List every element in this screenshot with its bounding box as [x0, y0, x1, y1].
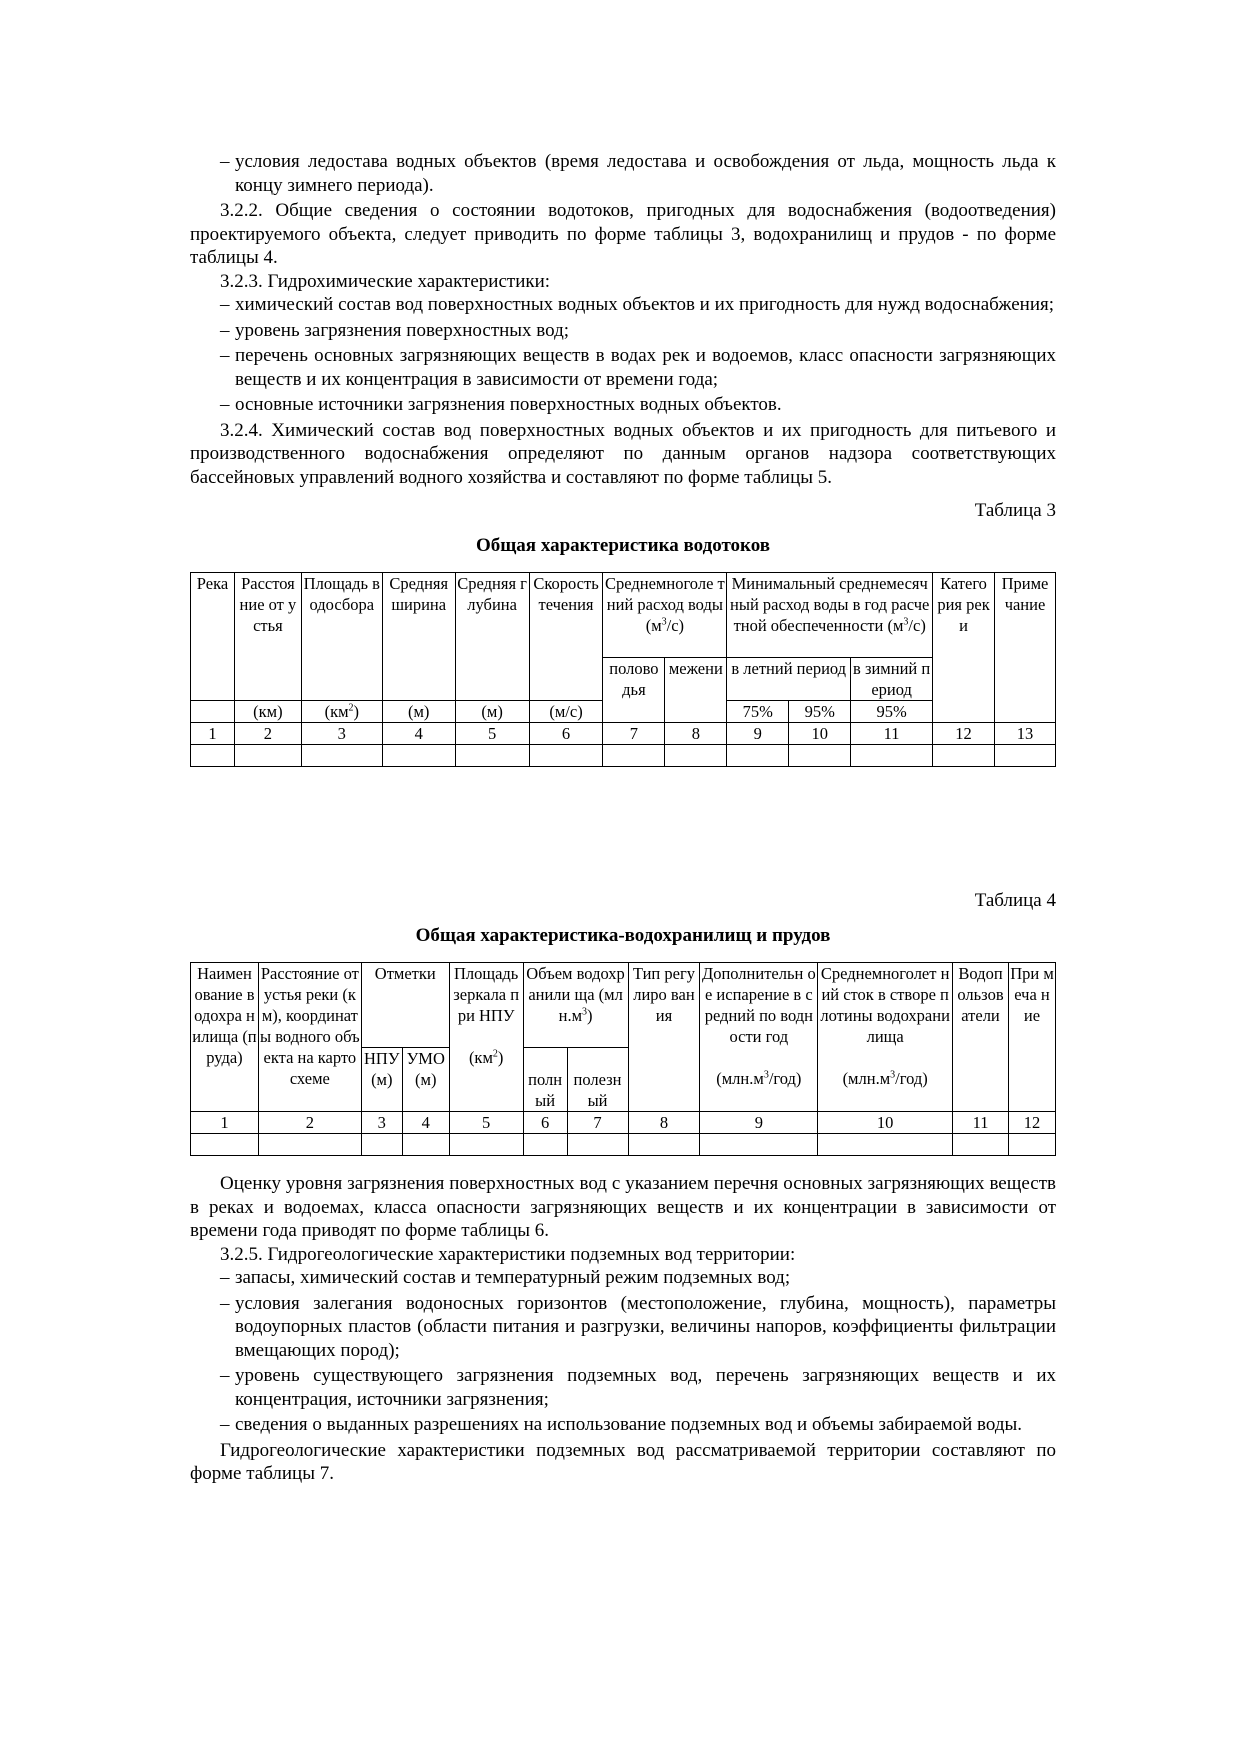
col-number: 8 — [665, 723, 727, 745]
col-number: 1 — [191, 1112, 259, 1134]
header-evaporation: Дополнительн ое испарение в средний по водности год $(млн.м^3/год)$ — [700, 963, 818, 1112]
col-number: 3 — [301, 723, 382, 745]
pct-95-winter: 95% — [851, 701, 933, 723]
table3-title: Общая характеристика водотоков — [475, 534, 771, 556]
header-mean-flow — [603, 573, 727, 658]
header-width: Средняя ширина — [382, 573, 455, 701]
list-item: – запасы, химический состав и температурный режим подземных вод; — [190, 1266, 1056, 1290]
header-reka: Река — [191, 573, 235, 701]
paragraph-pollution-assessment: Оценку уровня загрязнения поверхностных вод с указанием перечня основных загрязняющих веществ в реках и водоемах, класса опасности загрязняющих веществ и их концентрации в зависимости от времени года приводят по форме таблицы 6. — [190, 1173, 1056, 1241]
header-users: Водоп ользов атели — [953, 963, 1009, 1112]
paragraph-3-2-3: 3.2.3. Гидрохимические характеристики: — [220, 270, 551, 292]
header-depth: Средняя глубина — [455, 573, 529, 701]
header-basin-area: Площадь водосбора — [301, 573, 382, 701]
col-number: 7 — [567, 1112, 628, 1134]
spacer — [190, 767, 1056, 879]
document-page — [190, 150, 1056, 1486]
unit-ms: (м/с) — [529, 701, 603, 723]
header-note: Приме чание — [994, 573, 1055, 723]
header-volume: Объем водохранили ща $(млн.м^3)$ — [523, 963, 628, 1048]
unit-m-depth: (м) — [455, 701, 529, 723]
header-winter: в зимний период — [851, 658, 933, 701]
paragraph-hydrogeology-table7: Гидрогеологические характеристики подземных вод рассматриваемой территории составляют по форме таблицы 7. — [190, 1439, 1056, 1484]
unit-m-width: (м) — [382, 701, 455, 723]
list-item: – перечень основных загрязняющих веществ в водах рек и водоемов, класс опасности загрязняющих веществ и их концентрация в зависимости от времени года; — [190, 344, 1056, 391]
list-item: – уровень загрязнения поверхностных вод; — [190, 319, 1056, 343]
header-note: При меча ние — [1008, 963, 1055, 1112]
pct-95-summer: 95% — [789, 701, 851, 723]
header-volume-full: полн ый — [523, 1048, 567, 1112]
list-item: – уровень существующего загрязнения подземных вод, перечень загрязняющих веществ и их концентрация, источники загрязнения; — [190, 1364, 1056, 1411]
col-number: 11 — [953, 1112, 1009, 1134]
header-marks: Отметки — [361, 963, 449, 1048]
col-number: 1 — [191, 723, 235, 745]
col-number: 2 — [258, 1112, 361, 1134]
col-number: 6 — [529, 723, 603, 745]
header-low-water: межени — [665, 658, 727, 723]
col-number: 2 — [234, 723, 301, 745]
table4 — [190, 962, 1056, 1156]
unit-reka — [191, 701, 235, 723]
header-velocity: Скорость течения — [529, 573, 603, 701]
list-item: – сведения о выданных разрешениях на использование подземных вод и объемы забираемой воды. — [190, 1413, 1056, 1437]
list-item: – условия залегания водоносных горизонтов (местоположение, глубина, мощность), параметры водоупорных пластов (области питания и разгрузки, величины напоров, коэффициенты фильтрации вмещающих пород); — [190, 1292, 1056, 1363]
paragraph-3-2-2: 3.2.2. Общие сведения о состоянии водотоков, пригодных для водоснабжения (водоотведения) проектируемого объекта, следует приводить по форме таблицы 3, водохранилищ и прудов - по форме таблицы 4. — [190, 200, 1056, 268]
header-name: Наимен ование водохра нилища (пруда) — [191, 963, 259, 1112]
header-min-flow: Минимальный среднемесячный расход воды в год расчетной обеспеченности $(м^3/с)$ — [727, 573, 933, 658]
header-runoff: Среднемноголет ний сток в створе плотины водохранилища $(млн.м^3/год)$ — [818, 963, 953, 1112]
header-flood: полово дья — [603, 658, 665, 723]
col-number: 4 — [382, 723, 455, 745]
ice-conditions-list — [190, 150, 1056, 197]
col-number: 5 — [449, 1112, 523, 1134]
unit-km: (км) — [234, 701, 301, 723]
header-volume-useful: полезн ый — [567, 1048, 628, 1112]
col-number: 9 — [727, 723, 789, 745]
col-number: 5 — [455, 723, 529, 745]
table3-caption: Таблица 3 — [974, 500, 1056, 521]
hydrochem-list — [190, 293, 1056, 417]
col-number: 3 — [361, 1112, 402, 1134]
list-item: – основные источники загрязнения поверхностных водных объектов. — [190, 393, 1056, 417]
col-number: 13 — [994, 723, 1055, 745]
col-number: 6 — [523, 1112, 567, 1134]
header-surface-area: Площадь зеркала при НПУ $(км^2)$ — [449, 963, 523, 1112]
header-mean-flow-unit: $(м^3/с)$ — [645, 616, 685, 635]
col-number: 12 — [933, 723, 995, 745]
header-mean-flow-label: Среднемноголе тний расход воды — [605, 574, 725, 614]
header-umo: УМО (м) — [402, 1048, 449, 1112]
header-npu: НПУ (м) — [361, 1048, 402, 1112]
table4-title: Общая характеристика-водохранилищ и прудов — [415, 924, 831, 946]
unit-km2: $(км^2)$ — [301, 701, 382, 723]
table4-empty-row — [191, 1134, 1056, 1156]
header-summer: в летний период — [727, 658, 851, 701]
header-distance: Расстояние от устья реки (км), координаты водного объекта на картосхеме — [258, 963, 361, 1112]
col-number: 7 — [603, 723, 665, 745]
header-distance: Расстоя ние от устья — [234, 573, 301, 701]
col-number: 4 — [402, 1112, 449, 1134]
table3-number-row — [191, 723, 1056, 745]
col-number: 8 — [628, 1112, 700, 1134]
paragraph-3-2-4: 3.2.4. Химический состав вод поверхностных водных объектов и их пригодность для питьевого и производственного водоснабжения определяют по данным органов надзора соответствующих бассейновых управлений водного хозяйства и составляют по форме таблицы 5. — [190, 419, 1056, 488]
header-category: Катего рия реки — [933, 573, 995, 723]
table3-empty-row — [191, 745, 1056, 767]
col-number: 10 — [818, 1112, 953, 1134]
col-number: 11 — [851, 723, 933, 745]
header-regulation: Тип регулиро вания — [628, 963, 700, 1112]
col-number: 10 — [789, 723, 851, 745]
table4-number-row — [191, 1112, 1056, 1134]
hydrogeology-list — [190, 1266, 1056, 1437]
col-number: 9 — [700, 1112, 818, 1134]
table4-caption: Таблица 4 — [974, 890, 1056, 911]
col-number: 12 — [1008, 1112, 1055, 1134]
table3 — [190, 572, 1056, 767]
list-item: – химический состав вод поверхностных водных объектов и их пригодность для нужд водоснабжения; — [190, 293, 1056, 317]
pct-75: 75% — [727, 701, 789, 723]
list-item: – условия ледостава водных объектов (время ледостава и освобождения от льда, мощность льда к концу зимнего периода). — [190, 150, 1056, 197]
paragraph-3-2-5: 3.2.5. Гидрогеологические характеристики подземных вод территории: — [220, 1243, 796, 1265]
